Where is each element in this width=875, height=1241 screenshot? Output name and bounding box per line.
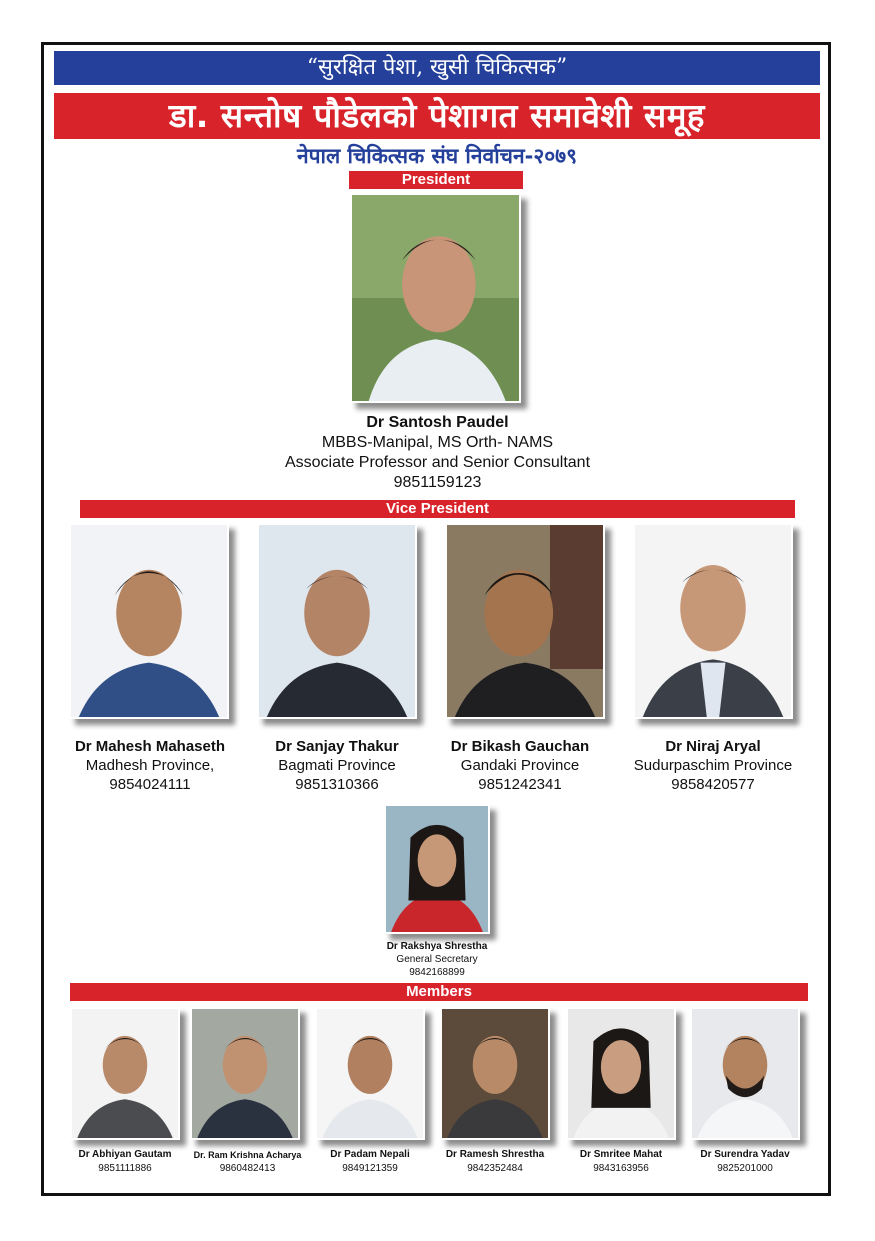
vice-president-photo [633, 523, 793, 719]
vice-president-phone: 9851310366 [295, 776, 379, 793]
member-photo [566, 1007, 676, 1140]
members-label: Members [70, 983, 808, 1001]
vice-president-province: Sudurpaschim Province [633, 757, 793, 774]
member-name: Dr. Ram Krishna Acharya [193, 1150, 302, 1160]
election-title: नेपाल चिकित्सक संघ निर्वाचन-२०७९ [296, 144, 578, 168]
general-secretary-photo [384, 804, 490, 934]
member-name: Dr Surendra Yadav [700, 1149, 790, 1160]
vice-president-label: Vice President [80, 500, 795, 518]
vice-president-phone: 9854024111 [109, 776, 191, 793]
general-secretary-role: General Secretary [396, 954, 478, 965]
member-caption [180, 1148, 315, 1176]
vice-president-name: Dr Bikash Gauchan [450, 738, 590, 755]
member-photo [690, 1007, 800, 1140]
president-qualification: MBBS-Manipal, MS Orth- NAMS [321, 434, 554, 451]
president-photo [350, 193, 521, 403]
president-caption [230, 413, 645, 493]
member-phone: 9825201000 [717, 1163, 773, 1174]
member-caption [556, 1148, 686, 1176]
vice-president-phone: 9858420577 [671, 776, 755, 793]
president-name: Dr Santosh Paudel [366, 414, 509, 431]
member-caption [430, 1148, 560, 1176]
vice-president-phone: 9851242341 [478, 776, 562, 793]
member-phone: 9860482413 [219, 1163, 276, 1174]
vice-president-province: Madhesh Province, [85, 757, 215, 774]
general-secretary-caption [337, 940, 537, 979]
member-phone: 9849121359 [342, 1163, 398, 1174]
vice-president-name: Dr Niraj Aryal [665, 738, 761, 755]
group-title-banner: डा. सन्तोष पौडेलको पेशागत समावेशी समूह [54, 93, 820, 139]
member-name: Dr Padam Nepali [330, 1149, 410, 1160]
president-label: President [349, 171, 523, 189]
vice-president-caption [55, 737, 245, 794]
member-caption [680, 1148, 810, 1176]
member-phone: 9843163956 [593, 1163, 649, 1174]
slogan-banner: “सुरक्षित पेशा, खुसी चिकित्सक” [54, 51, 820, 85]
vice-president-photo [257, 523, 417, 719]
general-secretary-name: Dr Rakshya Shrestha [386, 941, 488, 952]
vice-president-caption [613, 737, 813, 794]
member-name: Dr Smritee Mahat [579, 1149, 663, 1160]
vice-president-province: Gandaki Province [460, 757, 580, 774]
vice-president-photo [445, 523, 605, 719]
member-photo [315, 1007, 425, 1140]
vice-president-photo [69, 523, 229, 719]
member-name: Dr Abhiyan Gautam [78, 1149, 172, 1160]
member-photo [440, 1007, 550, 1140]
vice-president-caption [420, 737, 620, 794]
member-caption [305, 1148, 435, 1176]
member-phone: 9851111886 [98, 1163, 152, 1174]
vice-president-name: Dr Mahesh Mahaseth [74, 738, 226, 755]
vice-president-name: Dr Sanjay Thakur [275, 738, 399, 755]
member-photo [70, 1007, 180, 1140]
member-name: Dr Ramesh Shrestha [445, 1149, 545, 1160]
member-phone: 9842352484 [467, 1163, 523, 1174]
president-phone: 9851159123 [393, 474, 482, 491]
member-caption [60, 1148, 190, 1176]
member-photo [190, 1007, 300, 1140]
general-secretary-phone: 9842168899 [409, 967, 465, 978]
vice-president-province: Bagmati Province [278, 757, 396, 774]
vice-president-caption [242, 737, 432, 794]
president-position: Associate Professor and Senior Consultant [284, 454, 591, 471]
